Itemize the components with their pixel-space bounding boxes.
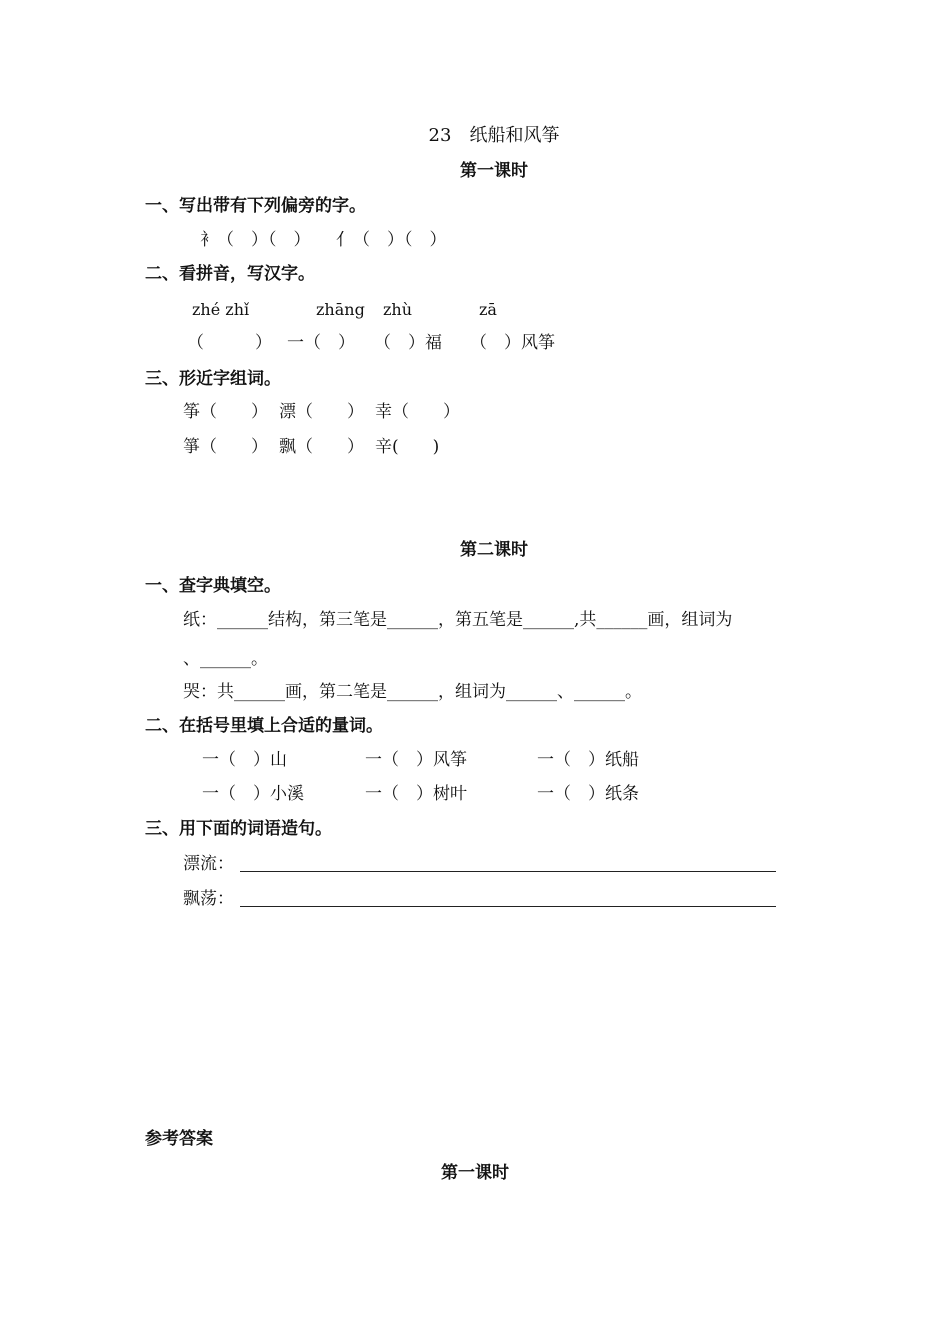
l2-q1-label: 一、查字典填空。: [145, 576, 281, 596]
similar-char-1a: 筝（ ）: [183, 402, 268, 422]
measure-word-1b: 一（ ）小溪: [202, 784, 304, 804]
sentence-line-1[interactable]: [240, 871, 776, 872]
lesson1-heading: 第一课时: [460, 161, 528, 181]
sentence-word-1: 漂流：: [183, 854, 234, 874]
pinyin-2: zhāng: [316, 300, 365, 319]
similar-char-3a: 幸（ ）: [375, 402, 460, 422]
similar-char-1b: 箏（ ）: [183, 437, 268, 457]
l1-q1-radicals: 衤（ ）（ ） 亻（ ）（ ）: [200, 230, 447, 250]
worksheet-title: 23 纸船和风筝: [428, 125, 560, 146]
answer-blank-2: 一（ ）: [287, 333, 355, 353]
similar-char-2b: 飘（ ）: [279, 437, 364, 457]
answer-key-lesson1: 第一课时: [441, 1163, 509, 1183]
sentence-line-2[interactable]: [240, 906, 776, 907]
answer-key-heading: 参考答案: [145, 1129, 213, 1149]
answer-blank-1: （ ）: [187, 333, 272, 353]
dictionary-line-3: 哭：共______画，第二笔是______，组词为______、______。: [183, 682, 642, 702]
dictionary-line-1: 纸：______结构，第三笔是______，第五笔是______,共______画，组词为: [183, 610, 733, 630]
similar-char-2a: 漂（ ）: [279, 402, 364, 422]
sentence-word-2: 飘荡：: [183, 889, 234, 909]
pinyin-1: zhé zhǐ: [192, 300, 250, 319]
measure-word-3a: 一（ ）纸船: [537, 750, 639, 770]
l2-q3-label: 三、用下面的词语造句。: [145, 819, 332, 839]
measure-word-2b: 一（ ）树叶: [365, 784, 467, 804]
pinyin-4: zā: [479, 300, 497, 319]
lesson2-heading: 第二课时: [460, 540, 528, 560]
similar-char-3b: 辛( ): [375, 437, 440, 457]
dictionary-line-2: 、______。: [183, 649, 268, 669]
measure-word-2a: 一（ ）风筝: [365, 750, 467, 770]
l1-q2-label: 二、看拼音，写汉字。: [145, 264, 315, 284]
answer-blank-3: （ ）福: [374, 333, 442, 353]
l1-q1-label: 一、写出带有下列偏旁的字。: [145, 196, 366, 216]
answer-blank-4: （ ）风筝: [470, 333, 555, 353]
l1-q3-label: 三、形近字组词。: [145, 369, 281, 389]
measure-word-3b: 一（ ）纸条: [537, 784, 639, 804]
l2-q2-label: 二、在括号里填上合适的量词。: [145, 716, 383, 736]
measure-word-1a: 一（ ）山: [202, 750, 287, 770]
pinyin-3: zhù: [383, 300, 413, 319]
